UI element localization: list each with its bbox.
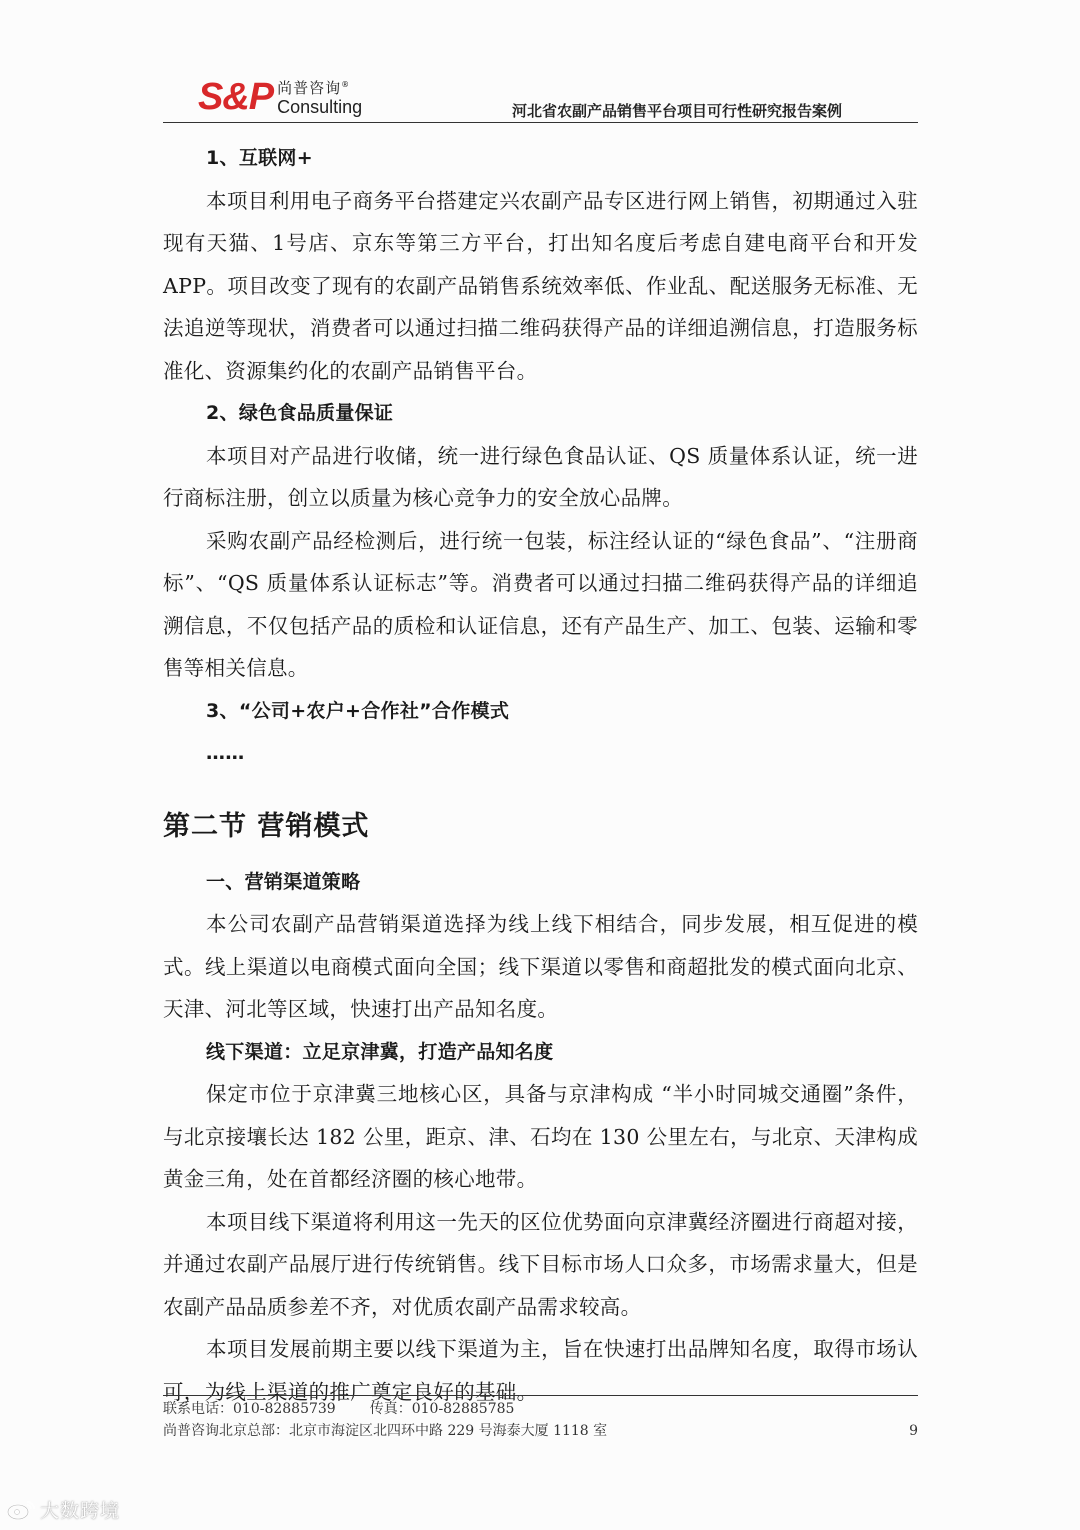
- footer-address: 尚普咨询北京总部：北京市海淀区北四环中路 229 号海泰大厦 1118 室: [163, 1423, 608, 1439]
- logo-cn-text: 尚普咨询: [277, 79, 342, 97]
- section-title: 第二节 营销模式: [163, 810, 370, 842]
- watermark: [6, 1496, 120, 1523]
- header-divider: [163, 122, 918, 123]
- logo-mark: S&P: [198, 76, 274, 118]
- paragraph: 保定市位于京津冀三地核心区，具备与京津构成 “半小时同城交通圈”条件，与北京接壤长达 182 公里，距京、津、石均在 130 公里左右，与北京、天津构成黄金三角，处在首都经济圈的核心地带。: [163, 1082, 918, 1191]
- paragraph: 本公司农副产品营销渠道选择为线上线下相结合，同步发展，相互促进的模式。线上渠道以电商模式面向全国；线下渠道以零售和商超批发的模式面向北京、天津、河北等区域，快速打出产品知名度。: [163, 912, 918, 1021]
- subheading-internet-plus: 1、互联网+: [206, 147, 313, 169]
- paragraph: 本项目对产品进行收储，统一进行绿色食品认证、QS 质量体系认证，统一进行商标注册，创立以质量为核心竞争力的安全放心品牌。: [163, 443, 918, 510]
- ellipsis: ……: [206, 742, 245, 764]
- page-footer: [163, 1398, 918, 1442]
- paragraph: 本项目利用电子商务平台搭建定兴农副产品专区进行网上销售，初期通过入驻现有天猫、1号店、京东等第三方平台，打出知名度后考虑自建电商平台和开发 APP。项目改变了现有的农副产品销售系统效率低、作业乱、配送服务无标准、无法追逆等现状，消费者可以通过扫描二维码获得产品的详细追溯信息，打造服务标准化、资源集约化的农副产品销售平台。: [163, 188, 918, 383]
- paragraph: 采购农副产品经检测后，进行统一包装，标注经认证的“绿色食品”、“注册商标”、“QS 质量体系认证标志”等。消费者可以通过扫描二维码获得产品的详细追溯信息，不仅包括产品的质检和认证信息，还有产品生产、加工、包装、运输和零售等相关信息。: [163, 528, 918, 680]
- report-title: 河北省农副产品销售平台项目可行性研究报告案例: [511, 102, 842, 120]
- weibo-icon: [6, 1500, 36, 1520]
- paragraph: 本项目线下渠道将利用这一先天的区位优势面向京津冀经济圈进行商超对接，并通过农副产品展厅进行传统销售。线下目标市场人口众多，市场需求量大，但是农副产品品质参差不齐，对优质农副产品需求较高。: [163, 1209, 918, 1319]
- watermark-text: 大数跨境: [40, 1500, 121, 1522]
- footer-fax: 传真：010-82885785: [369, 1401, 515, 1417]
- subheading-green-food: 2、绿色食品质量保证: [206, 402, 394, 424]
- footer-divider: [163, 1395, 918, 1396]
- subheading-offline-channel: 线下渠道：立足京津冀，打造产品知名度: [206, 1040, 554, 1063]
- document-body: [163, 137, 918, 1413]
- paragraph: 本项目发展前期主要以线下渠道为主，旨在快速打出品牌知名度，取得市场认可，为线上渠道的推广奠定良好的基础。: [163, 1337, 918, 1404]
- footer-phone: 联系电话：010-82885739: [163, 1401, 336, 1417]
- company-logo: [198, 78, 362, 116]
- page-number: 9: [909, 1423, 918, 1439]
- subheading-channel-strategy: 一、营销渠道策略: [206, 870, 361, 893]
- logo-en-text: Consulting: [277, 97, 363, 117]
- subheading-cooperation-model: 3、“公司+农户+合作社”合作模式: [206, 699, 510, 722]
- registered-mark: ®: [341, 80, 351, 89]
